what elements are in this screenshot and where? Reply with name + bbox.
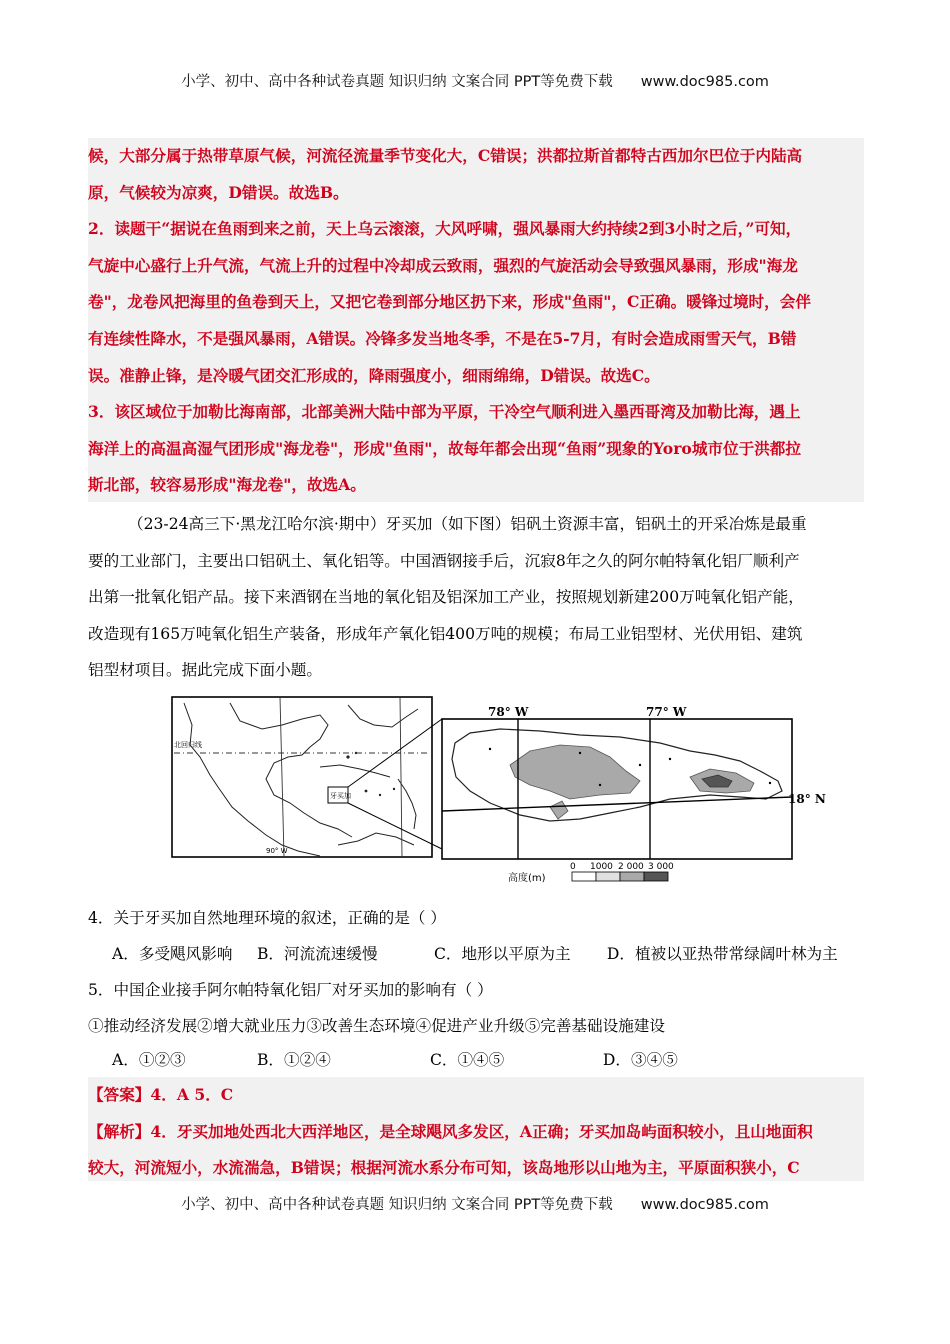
q5-options — [112, 1048, 678, 1070]
q5-option-c[interactable]: C．①④⑤ — [429, 1051, 505, 1069]
explanation-line: 海洋上的高温高湿气团形成"海龙卷"，形成"鱼雨"，故每年都会出现“鱼雨”现象的Yoro城市位于洪都拉 — [88, 438, 801, 458]
footer-text: 小学、初中、高中各种试卷真题 知识归纳 文案合同 PPT等免费下载 — [181, 1197, 613, 1213]
lon-78-label: 78° W — [488, 705, 529, 719]
header-url[interactable]: www.doc985.com — [640, 74, 769, 90]
explanation-line: 气旋中心盛行上升气流，气流上升的过程中冷却成云致雨，强烈的气旋活动会导致强风暴雨，形成"海龙 — [88, 255, 798, 275]
legend-tick: 3 000 — [648, 862, 674, 872]
q4-option-b[interactable]: B．河流流速缓慢 — [256, 945, 378, 963]
analysis-text: 4．牙买加地处西北大西洋地区，是全球飓风多发区，A正确；牙买加岛屿面积较小，且山地面积 — [150, 1121, 813, 1141]
q5-option-d[interactable]: D．③④⑤ — [602, 1051, 678, 1069]
question-5 — [88, 978, 493, 1000]
jamaica-detail-map — [442, 719, 792, 859]
header-text: 小学、初中、高中各种试卷真题 知识归纳 文案合同 PPT等免费下载 — [181, 74, 613, 90]
elevation-legend — [508, 862, 674, 884]
explanation-line: 有连续性降水，不是强风暴雨，A错误。冷锋多发当地冬季，不是在5-7月，有时会造成雨雪天气，B错 — [88, 328, 797, 348]
explanation-line: 原，气候较为凉爽，D错误。故选B。 — [88, 182, 349, 202]
stem-line: 要的工业部门，主要出口铝矾土、氧化铝等。中国酒钢接手后，沉寂8年之久的阿尔帕特氧化铝厂顺利产 — [88, 551, 800, 570]
stem-line: 改造现有165万吨氧化铝生产装备，形成年产氧化铝400万吨的规模；布局工业铝型材、光伏用铝、建筑 — [88, 624, 803, 643]
explanation-block-top — [88, 138, 864, 502]
stem-line: 铝型材项目。据此完成下面小题。 — [88, 661, 322, 679]
q4-stem: 4．关于牙买加自然地理环境的叙述，正确的是（ ） — [88, 909, 446, 927]
explanation-line: 斯北部，较容易形成"海龙卷"，故选A。 — [88, 475, 366, 495]
legend-tick: 1000 — [590, 862, 613, 872]
answer-text: 4．A 5．C — [150, 1085, 234, 1104]
q5-option-b[interactable]: B．①②④ — [256, 1051, 331, 1069]
q4-options — [112, 942, 838, 964]
lon-90-label: 90° W — [266, 847, 288, 855]
footer-url[interactable]: www.doc985.com — [640, 1197, 769, 1213]
q5-items — [88, 1014, 665, 1036]
box-label: 牙买加 — [330, 792, 351, 800]
q4-option-c[interactable]: C．地形以平原为主 — [433, 945, 571, 963]
stem-line: 出第一批氧化铝产品。接下来酒钢在当地的氧化铝及铝深加工产业，按照规划新建200万吨氧化铝产能， — [88, 588, 804, 606]
analysis-line — [88, 1114, 864, 1151]
analysis-line: 较大，河流短小，水流湍急，B错误；根据河流水系分布可知，该岛地形以山地为主，平原面积狭小，C — [88, 1158, 800, 1178]
page-footer — [0, 1193, 950, 1214]
explanation-line: 误。准静止锋，是冷暖气团交汇形成的，降雨强度小，细雨绵绵，D错误。故选C。 — [88, 365, 660, 385]
stem-line: （23-24高三下·黑龙江哈尔滨·期中）牙买加（如下图）铝矾土资源丰富，铝矾土的开采冶炼是最重 — [128, 515, 807, 533]
overview-map — [172, 697, 432, 857]
page-header — [0, 70, 950, 91]
question-4 — [88, 906, 446, 928]
answer-line — [88, 1077, 864, 1114]
explanation-line: 3．该区域位于加勒比海南部，北部美洲大陆中部为平原，干冷空气顺利进入墨西哥湾及加勒比海，遇上 — [88, 402, 801, 422]
question-stem — [88, 506, 864, 689]
lon-77-label: 77° W — [646, 705, 687, 719]
legend-title: 高度(m) — [508, 873, 546, 884]
explanation-line: 卷"，龙卷风把海里的鱼卷到天上，又把它卷到部分地区扔下来，形成"鱼雨"，C正确。暖锋过境时，会伴 — [88, 292, 811, 312]
lat-18-label: 18° N — [788, 792, 826, 806]
q4-option-d[interactable]: D．植被以亚热带常绿阔叶林为主 — [606, 945, 838, 963]
jamaica-map-figure — [170, 695, 826, 885]
explanation-line: 2．读题干“据说在鱼雨到来之前，天上乌云滚滚，大风呼啸，强风暴雨大约持续2到3小时之后，”可知， — [88, 219, 802, 239]
legend-tick: 0 — [570, 862, 576, 872]
explanation-line: 候，大部分属于热带草原气候，河流径流量季节变化大，C错误；洪都拉斯首都特古西加尔巴位于内陆高 — [88, 146, 803, 165]
q4-option-a[interactable]: A．多受飓风影响 — [112, 945, 233, 963]
legend-tick: 2 000 — [618, 862, 644, 872]
q5-stem: 5．中国企业接手阿尔帕特氧化铝厂对牙买加的影响有（ ） — [88, 981, 493, 999]
answer-tag: 【答案】 — [88, 1085, 151, 1104]
answer-block — [88, 1077, 864, 1181]
analysis-tag: 【解析】 — [88, 1121, 151, 1141]
q5-items-text: ①推动经济发展②增大就业压力③改善生态环境④促进产业升级⑤完善基础设施建设 — [88, 1017, 665, 1035]
q5-option-a[interactable]: A．①②③ — [112, 1051, 186, 1069]
tropic-label: 北回归线 — [174, 741, 202, 749]
